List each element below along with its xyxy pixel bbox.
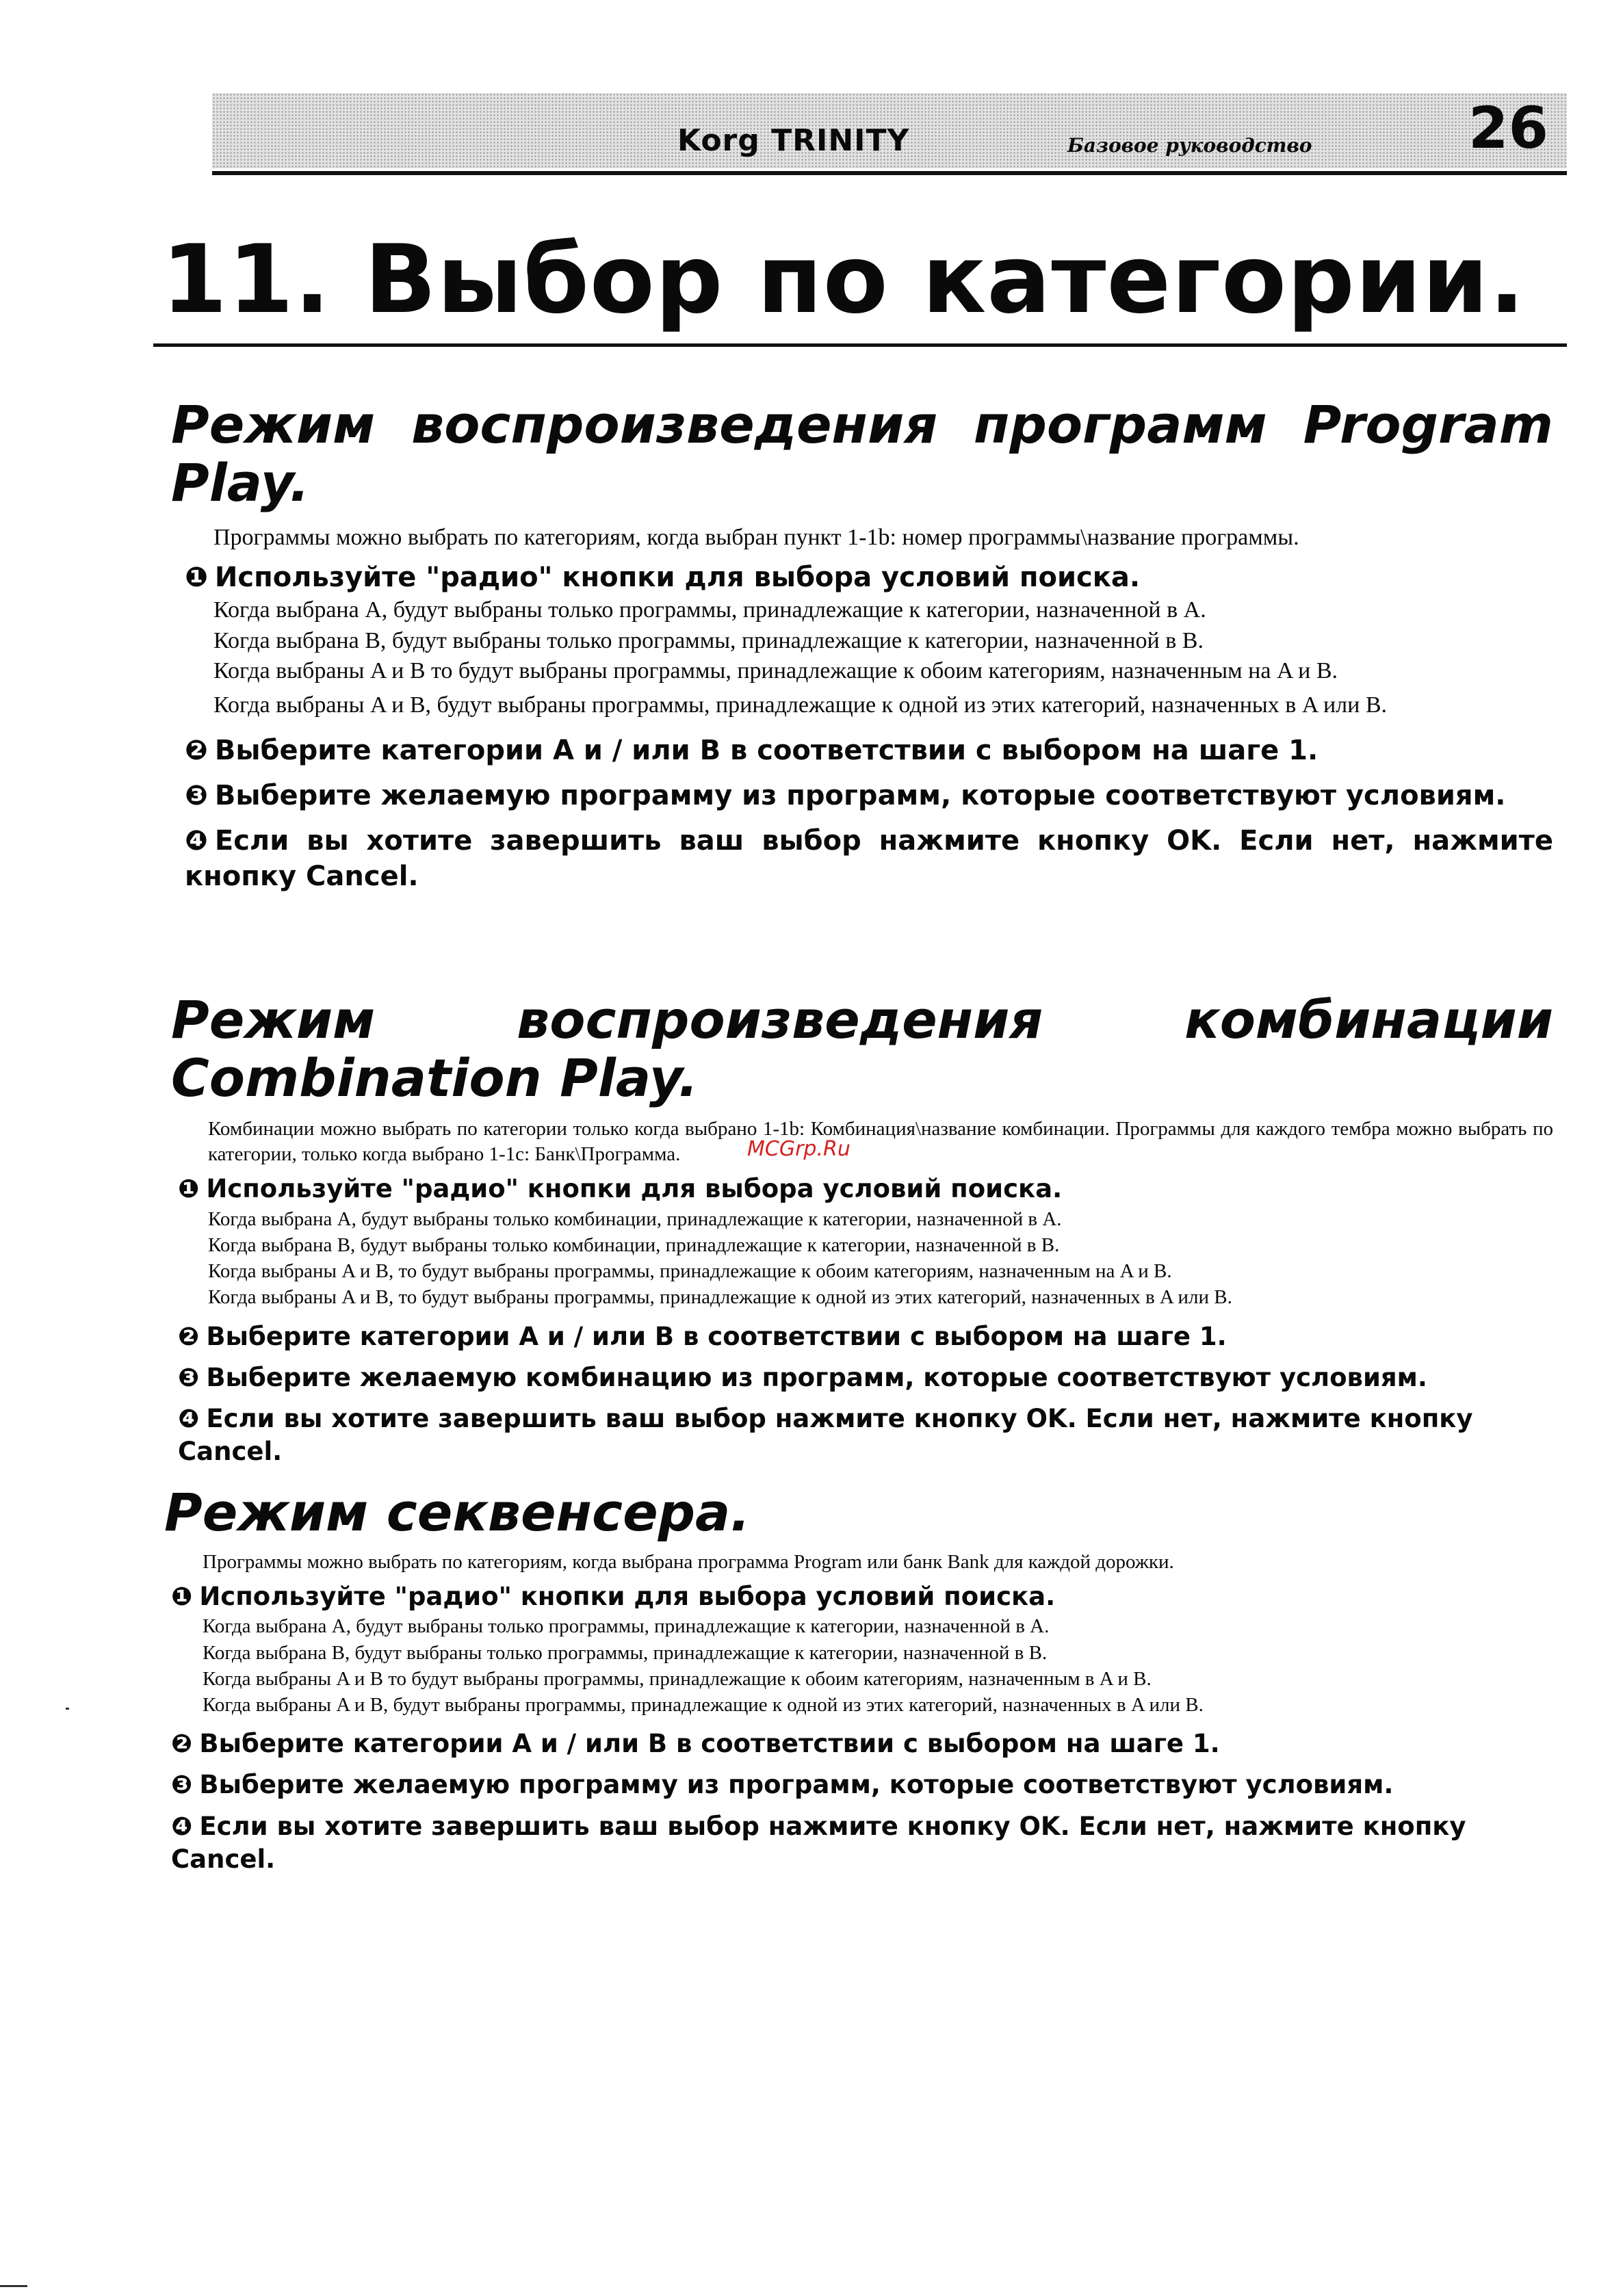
step-marker-icon: ❶ — [178, 1174, 200, 1204]
section-heading — [171, 991, 1553, 1049]
step-detail: Когда выбраны A и B, будут выбраны программы, принадлежащие к одной из этих категорий, назначенных в A или B. — [213, 692, 1388, 718]
step-detail: Когда выбрана B, будут выбраны только программы, принадлежащие к категории, назначенной в B. — [203, 1641, 1048, 1664]
step-detail: Когда выбраны A и B то будут выбраны программы, принадлежащие к обоим категориям, назначенным на A и B. — [213, 657, 1338, 683]
step-title — [171, 1727, 1553, 1760]
step-title — [171, 1769, 1553, 1801]
header-rule — [212, 171, 1567, 175]
step-text: Используйте "радио" кнопки для выбора условий поиска. — [214, 562, 1141, 594]
step-text: Выберите желаемую программу из программ, которые соответствуют условиям. — [214, 780, 1506, 812]
step-item — [171, 1403, 1553, 1468]
step-text: Выберите желаемую программу из программ, которые соответствуют условиям. — [199, 1770, 1394, 1800]
step-item — [171, 1320, 1553, 1353]
step-item — [164, 1580, 1553, 1718]
step-details — [208, 1206, 1553, 1311]
step-text: Выберите желаемую комбинацию из программ, которые соответствуют условиям. — [206, 1362, 1427, 1392]
section-intro: Комбинации можно выбрать по категории только когда выбрано 1-1b: Комбинация\название комбинации. Программы для каждого тембра можно выбрать по категории, только когда выбрано 1-1c: Банк\Программа. — [208, 1118, 1553, 1166]
step-text: Выберите категории A и / или B в соответствии с выбором на шаге 1. — [214, 735, 1319, 767]
section-program-play — [171, 395, 1553, 894]
header-brand: Korg TRINITY — [677, 123, 910, 158]
step-marker-icon: ❹ — [178, 1403, 200, 1433]
step-item — [171, 1173, 1553, 1310]
step-text: Используйте "радио" кнопки для выбора условий поиска. — [199, 1582, 1056, 1612]
step-title — [185, 778, 1553, 813]
page-number: 26 — [1468, 94, 1548, 161]
step-detail: Когда выбраны A и B, будут выбраны программы, принадлежащие к одной из этих категорий, назначенных в A или B. — [203, 1694, 1204, 1717]
step-text: Используйте "радио" кнопки для выбора условий поиска. — [206, 1174, 1063, 1204]
step-text: Если вы хотите завершить ваш выбор нажмите кнопку OK. Если нет, нажмите кнопку Cancel. — [185, 825, 1553, 893]
step-item — [164, 1727, 1553, 1760]
step-title — [185, 733, 1553, 768]
step-list — [171, 560, 1553, 894]
section-heading-line2: Play. — [171, 452, 310, 514]
step-marker-icon: ❸ — [185, 780, 208, 812]
section-combination-play — [171, 991, 1553, 1468]
heading-word: программ — [973, 394, 1267, 455]
step-details — [203, 1613, 1553, 1718]
step-marker-icon: ❹ — [171, 1811, 193, 1841]
heading-word: Режим — [171, 989, 376, 1050]
step-detail: Когда выбраны A и B, то будут выбраны программы, принадлежащие к обоим категориям, назначенным на A и B. — [208, 1260, 1172, 1283]
step-marker-icon: ❸ — [171, 1770, 193, 1800]
step-detail: Когда выбрана B, будут выбраны только комбинации, принадлежащие к категории, назначенной в B. — [208, 1234, 1060, 1256]
step-marker-icon: ❷ — [171, 1729, 193, 1759]
heading-word: Режим — [171, 394, 376, 455]
section-heading — [171, 395, 1553, 454]
step-detail: Когда выбрана B, будут выбраны только программы, принадлежащие к категории, назначенной в B. — [213, 627, 1204, 653]
scan-mark — [66, 1708, 69, 1710]
step-text: Выберите категории A и / или B в соответствии с выбором на шаге 1. — [199, 1729, 1220, 1759]
step-list — [171, 1173, 1553, 1468]
step-marker-icon: ❶ — [171, 1582, 193, 1612]
step-details — [213, 595, 1553, 720]
step-item — [171, 560, 1553, 720]
step-marker-icon: ❹ — [185, 825, 208, 857]
step-item — [171, 1361, 1553, 1394]
step-item — [171, 778, 1553, 813]
step-detail: Когда выбрана A, будут выбраны только программы, принадлежащие к категории, назначенной в A. — [203, 1615, 1050, 1638]
step-title — [171, 1580, 1553, 1613]
heading-word: комбинации — [1184, 989, 1553, 1050]
scan-mark — [0, 2285, 27, 2287]
step-title — [178, 1173, 1553, 1205]
step-title — [178, 1361, 1553, 1394]
step-marker-icon: ❷ — [185, 735, 208, 767]
heading-word: воспроизведения — [411, 394, 938, 455]
step-detail: Когда выбрана A, будут выбраны только комбинации, принадлежащие к категории, назначенной в A. — [208, 1208, 1062, 1230]
step-item — [171, 733, 1553, 768]
watermark: MCGrp.Ru — [747, 1137, 851, 1161]
step-list — [164, 1580, 1553, 1876]
step-title — [178, 1320, 1553, 1353]
section-sequencer — [164, 1483, 1553, 1876]
step-text: Если вы хотите завершить ваш выбор нажмите кнопку OK. Если нет, нажмите кнопку Cancel. — [171, 1811, 1466, 1874]
step-marker-icon: ❶ — [185, 562, 208, 594]
step-detail: Когда выбраны A и B то будут выбраны программы, принадлежащие к обоим категориям, назначенным в A и B. — [203, 1667, 1152, 1690]
step-title — [185, 823, 1553, 894]
step-title — [171, 1810, 1553, 1876]
step-detail: Когда выбрана A, будут выбраны только программы, принадлежащие к категории, назначенной в A. — [213, 597, 1206, 623]
title-rule — [153, 343, 1567, 347]
step-text: Выберите категории A и / или B в соответствии с выбором на шаге 1. — [206, 1321, 1227, 1351]
header-guide: Базовое руководство — [1067, 134, 1312, 157]
step-marker-icon: ❸ — [178, 1362, 200, 1392]
step-detail: Когда выбраны A и B, то будут выбраны программы, принадлежащие к одной из этих категорий, назначенных в A или B. — [208, 1286, 1232, 1309]
section-heading — [164, 1483, 1553, 1541]
heading-word: Режим секвенсера. — [164, 1482, 751, 1543]
step-marker-icon: ❷ — [178, 1321, 200, 1351]
step-item — [164, 1810, 1553, 1876]
step-title — [185, 560, 1553, 595]
step-title — [178, 1403, 1553, 1468]
step-item — [171, 823, 1553, 894]
heading-word: воспроизведения — [517, 989, 1043, 1050]
chapter-title: 11. Выбор по категории. — [161, 224, 1526, 335]
section-heading-line2: Combination Play. — [171, 1047, 699, 1109]
step-text: Если вы хотите завершить ваш выбор нажмите кнопку OK. Если нет, нажмите кнопку Cancel. — [178, 1403, 1473, 1466]
section-intro: Программы можно выбрать по категориям, когда выбрана программа Program или банк Bank для каждой дорожки. — [203, 1551, 1174, 1574]
step-item — [164, 1769, 1553, 1801]
section-intro: Программы можно выбрать по категориям, когда выбран пункт 1-1b: номер программы\название программы. — [213, 525, 1299, 551]
heading-word: Program — [1303, 394, 1553, 455]
